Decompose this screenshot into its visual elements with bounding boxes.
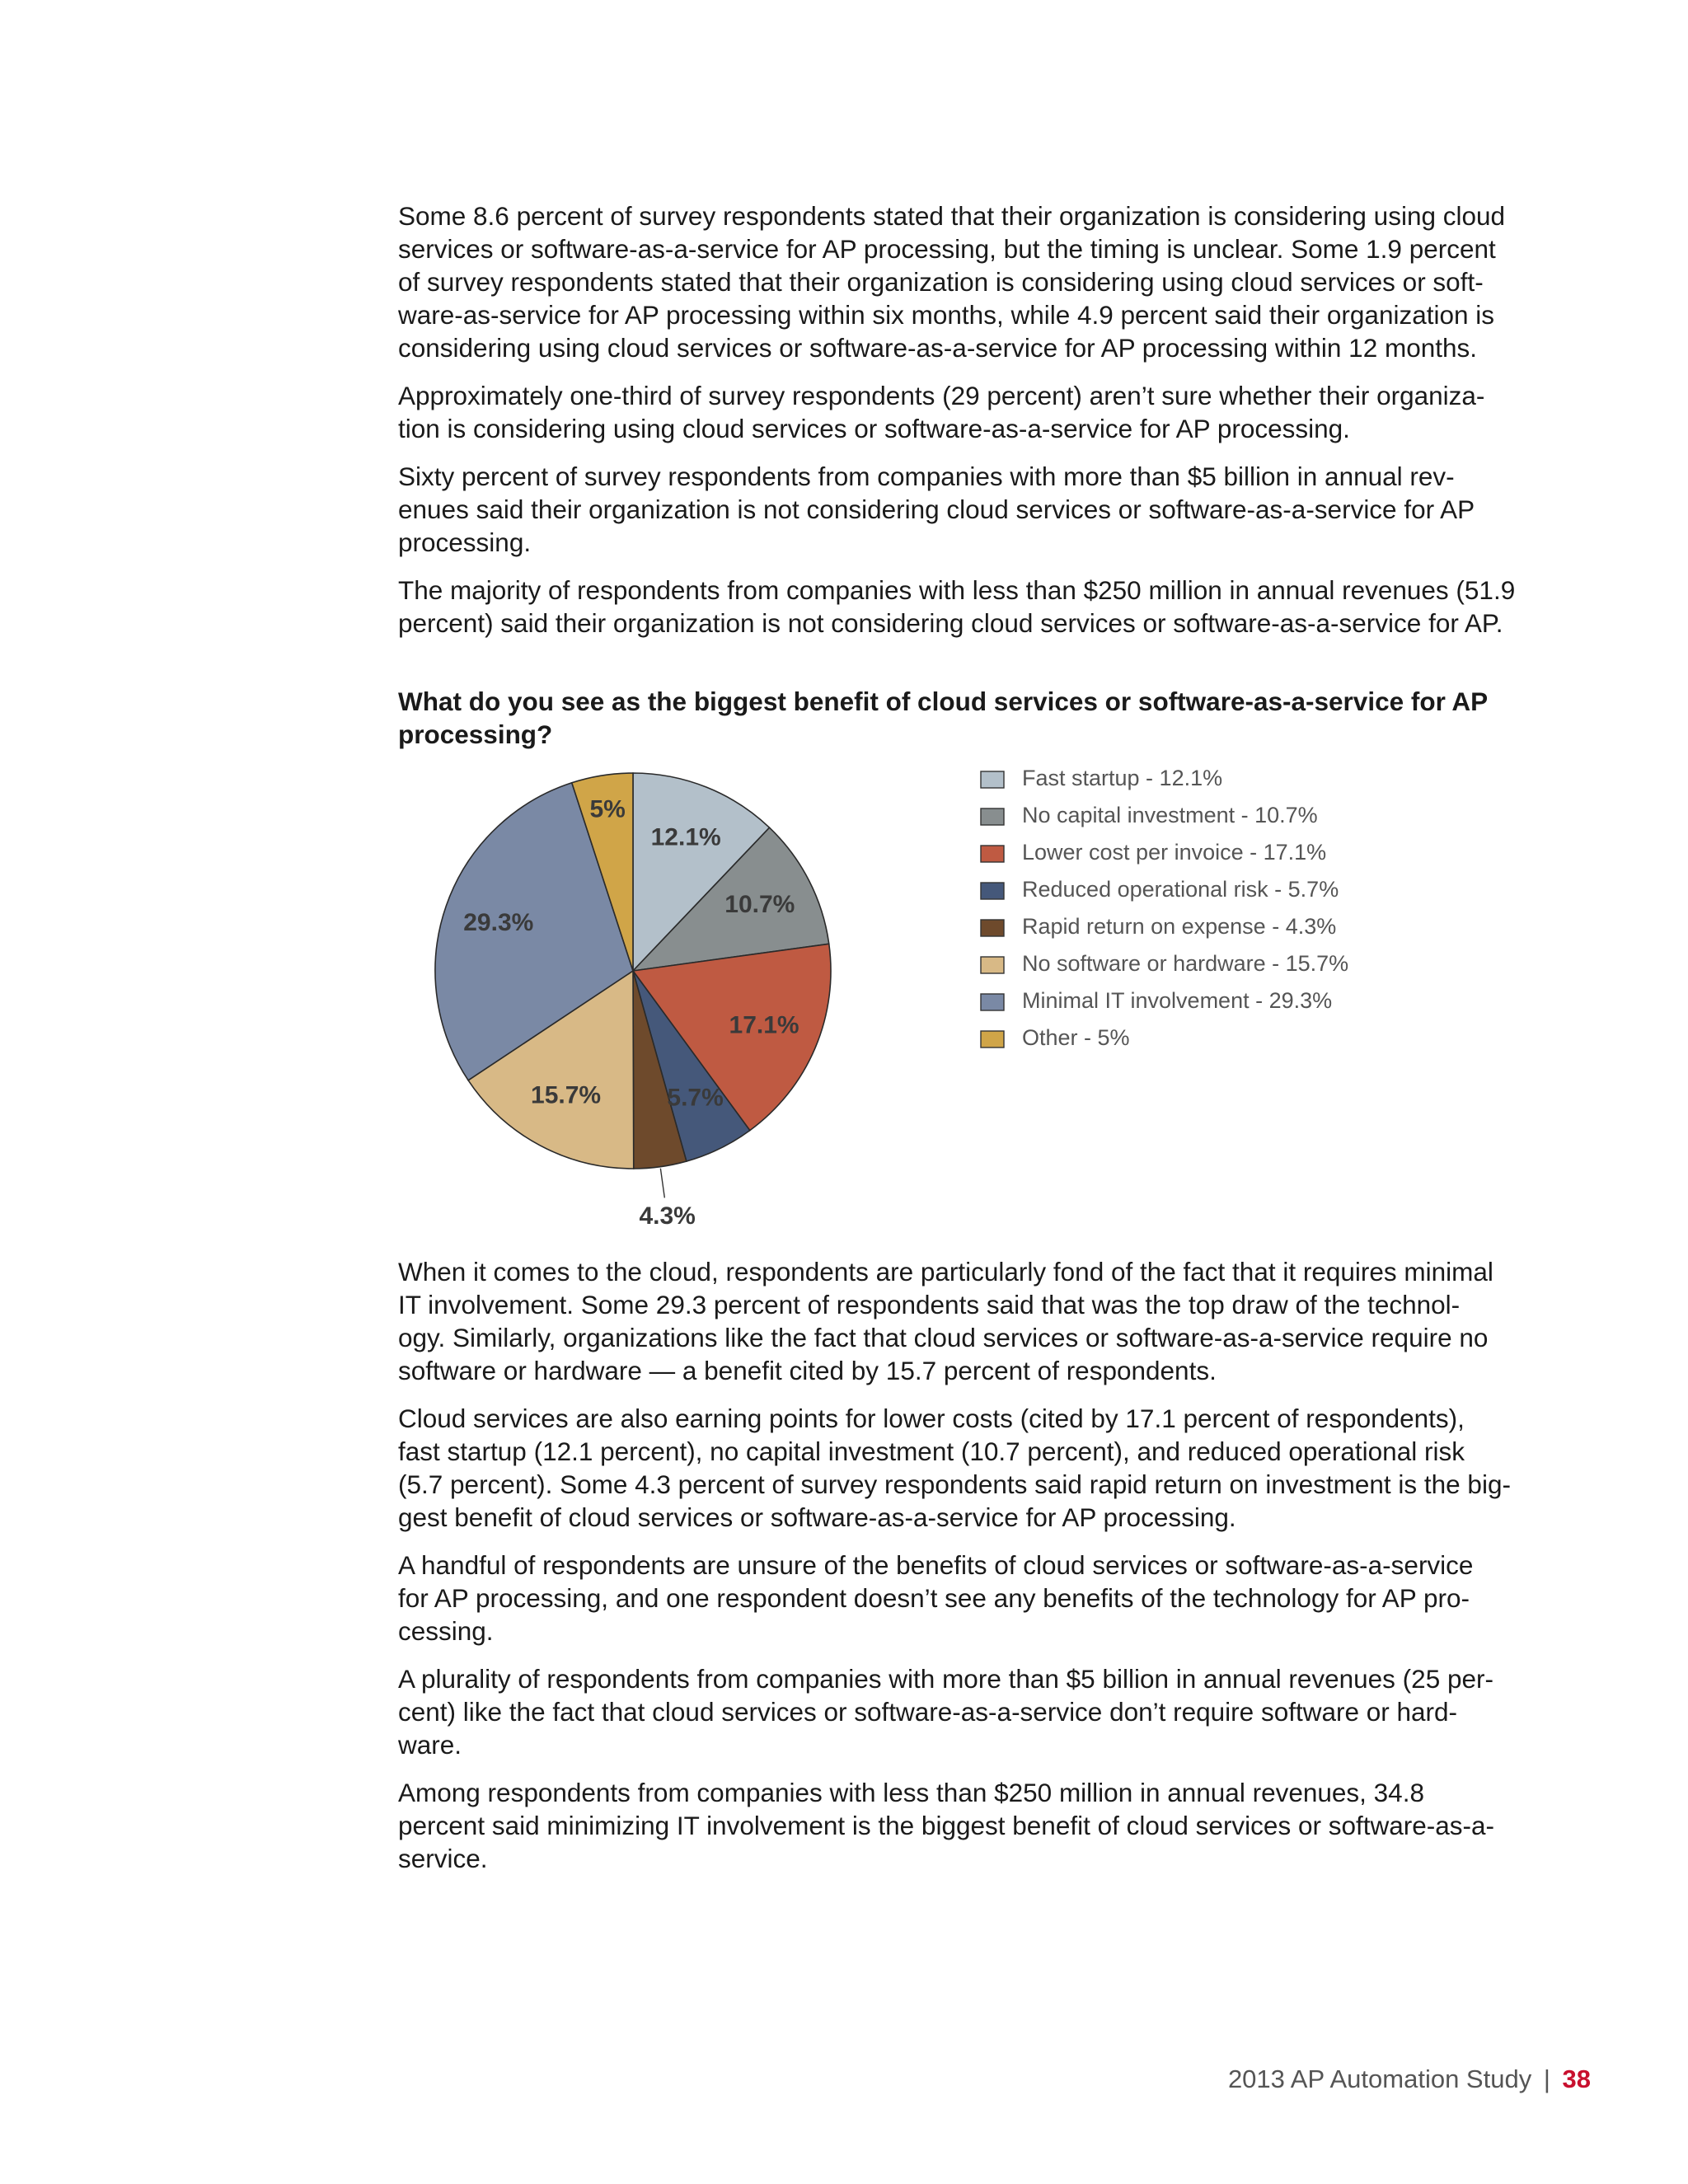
pie-slices bbox=[435, 773, 831, 1169]
legend-swatch-no-software-or-hardware bbox=[981, 957, 1004, 973]
legend-item-reduced-operational-risk: Reduced operational risk - 5.7% bbox=[1022, 877, 1339, 902]
pie-chart bbox=[412, 758, 1352, 1236]
leader-line bbox=[660, 1169, 664, 1198]
legend-swatch-fast-startup bbox=[981, 771, 1004, 788]
legend-item-no-capital-investment: No capital investment - 10.7% bbox=[1022, 803, 1318, 828]
chart-title: What do you see as the biggest benefit of cloud services or software-as-a-service for AP processing? bbox=[398, 687, 1489, 749]
paragraph: A handful of respondents are unsure of the benefits of cloud services or software-as-a-service for AP processing, and one respondent doesn’t see any benefits of the technology for AP pro- cessing. bbox=[398, 1550, 1474, 1646]
legend-swatch-lower-cost-per-invoice bbox=[981, 846, 1004, 862]
legend-item-no-software-or-hardware: No software or hardware - 15.7% bbox=[1022, 951, 1349, 977]
paragraph: Cloud services are also earning points for lower costs (cited by 17.1 percent of respondents), fast startup (12.1 percent), no capital investment (10.7 percent), and reduced operational risk (5.7 percent). Some 4.3 percent of survey respondents said rapid return on investment is the big- gest benefit of cloud services or software-as-a-service for AP processing. bbox=[398, 1404, 1511, 1532]
slice-label-minimal-it-involvement: 29.3% bbox=[463, 909, 534, 937]
legend-item-rapid-return-on-expense: Rapid return on expense - 4.3% bbox=[1022, 914, 1337, 940]
paragraph: Sixty percent of survey respondents from companies with more than $5 billion in annual rev- enues said their organization is not considering cloud services or software-as-a-service for AP processing. bbox=[398, 462, 1475, 557]
chart-legend bbox=[981, 766, 1348, 1050]
body-text-bottom bbox=[398, 1255, 1595, 1890]
page-footer bbox=[1228, 2064, 1591, 2094]
legend-swatch-rapid-return-on-expense bbox=[981, 920, 1004, 936]
legend-item-minimal-it-involvement: Minimal IT involvement - 29.3% bbox=[1022, 988, 1333, 1014]
slice-label-fast-startup: 12.1% bbox=[650, 823, 721, 851]
legend-swatch-reduced-operational-risk bbox=[981, 883, 1004, 899]
legend-swatch-no-capital-investment bbox=[981, 808, 1004, 825]
slice-label-rapid-return-on-expense: 4.3% bbox=[639, 1202, 696, 1230]
slice-label-no-software-or-hardware: 15.7% bbox=[531, 1081, 602, 1109]
legend-swatch-minimal-it-involvement bbox=[981, 994, 1004, 1010]
body-text-top bbox=[398, 199, 1595, 654]
paragraph: Among respondents from companies with less than $250 million in annual revenues, 34.8 percent said minimizing IT involvement is the biggest benefit of cloud services or software-as-a- service. bbox=[398, 1778, 1495, 1873]
paragraph: The majority of respondents from companies with less than $250 million in annual revenues (51.9 percent) said their organization is not considering cloud services or software-as-a-service for AP. bbox=[398, 575, 1516, 638]
slice-label-other: 5% bbox=[589, 795, 626, 823]
footer-separator: | bbox=[1543, 2064, 1550, 2093]
slice-label-lower-cost-per-invoice: 17.1% bbox=[729, 1011, 799, 1039]
legend-item-fast-startup: Fast startup - 12.1% bbox=[1022, 766, 1223, 791]
footer-study-title: 2013 AP Automation Study bbox=[1227, 2064, 1532, 2093]
slice-label-reduced-operational-risk: 5.7% bbox=[667, 1084, 724, 1112]
legend-swatch-other bbox=[981, 1031, 1004, 1047]
legend-item-lower-cost-per-invoice: Lower cost per invoice - 17.1% bbox=[1022, 840, 1327, 865]
paragraph: A plurality of respondents from companies with more than $5 billion in annual revenues (25 per- cent) like the fact that cloud services or software-as-a-service don’t require software or hard- ware. bbox=[398, 1664, 1493, 1760]
paragraph: Some 8.6 percent of survey respondents stated that their organization is considering using cloud services or software-as-a-service for AP processing, but the timing is unclear. Some 1.9 percent of survey respondents stated that their organization is considering using cloud services or soft- ware-as-service for AP processing within six months, while 4.9 percent said their organization is considering using cloud services or software-as-a-service for AP processing within 12 months. bbox=[398, 201, 1506, 363]
page-number: 38 bbox=[1562, 2064, 1591, 2093]
slice-label-no-capital-investment: 10.7% bbox=[724, 891, 795, 919]
legend-item-other: Other - 5% bbox=[1022, 1025, 1130, 1051]
paragraph: When it comes to the cloud, respondents are particularly fond of the fact that it requires minimal IT involvement. Some 29.3 percent of respondents said that was the top draw of the technol- ogy. Similarly, organizations like the fact that cloud services or software-as-a-service require no software or hardware — a benefit cited by 15.7 percent of respondents. bbox=[398, 1257, 1493, 1385]
paragraph: Approximately one-third of survey respondents (29 percent) aren’t sure whether their organiza- tion is considering using cloud services or software-as-a-service for AP processing. bbox=[398, 381, 1485, 443]
